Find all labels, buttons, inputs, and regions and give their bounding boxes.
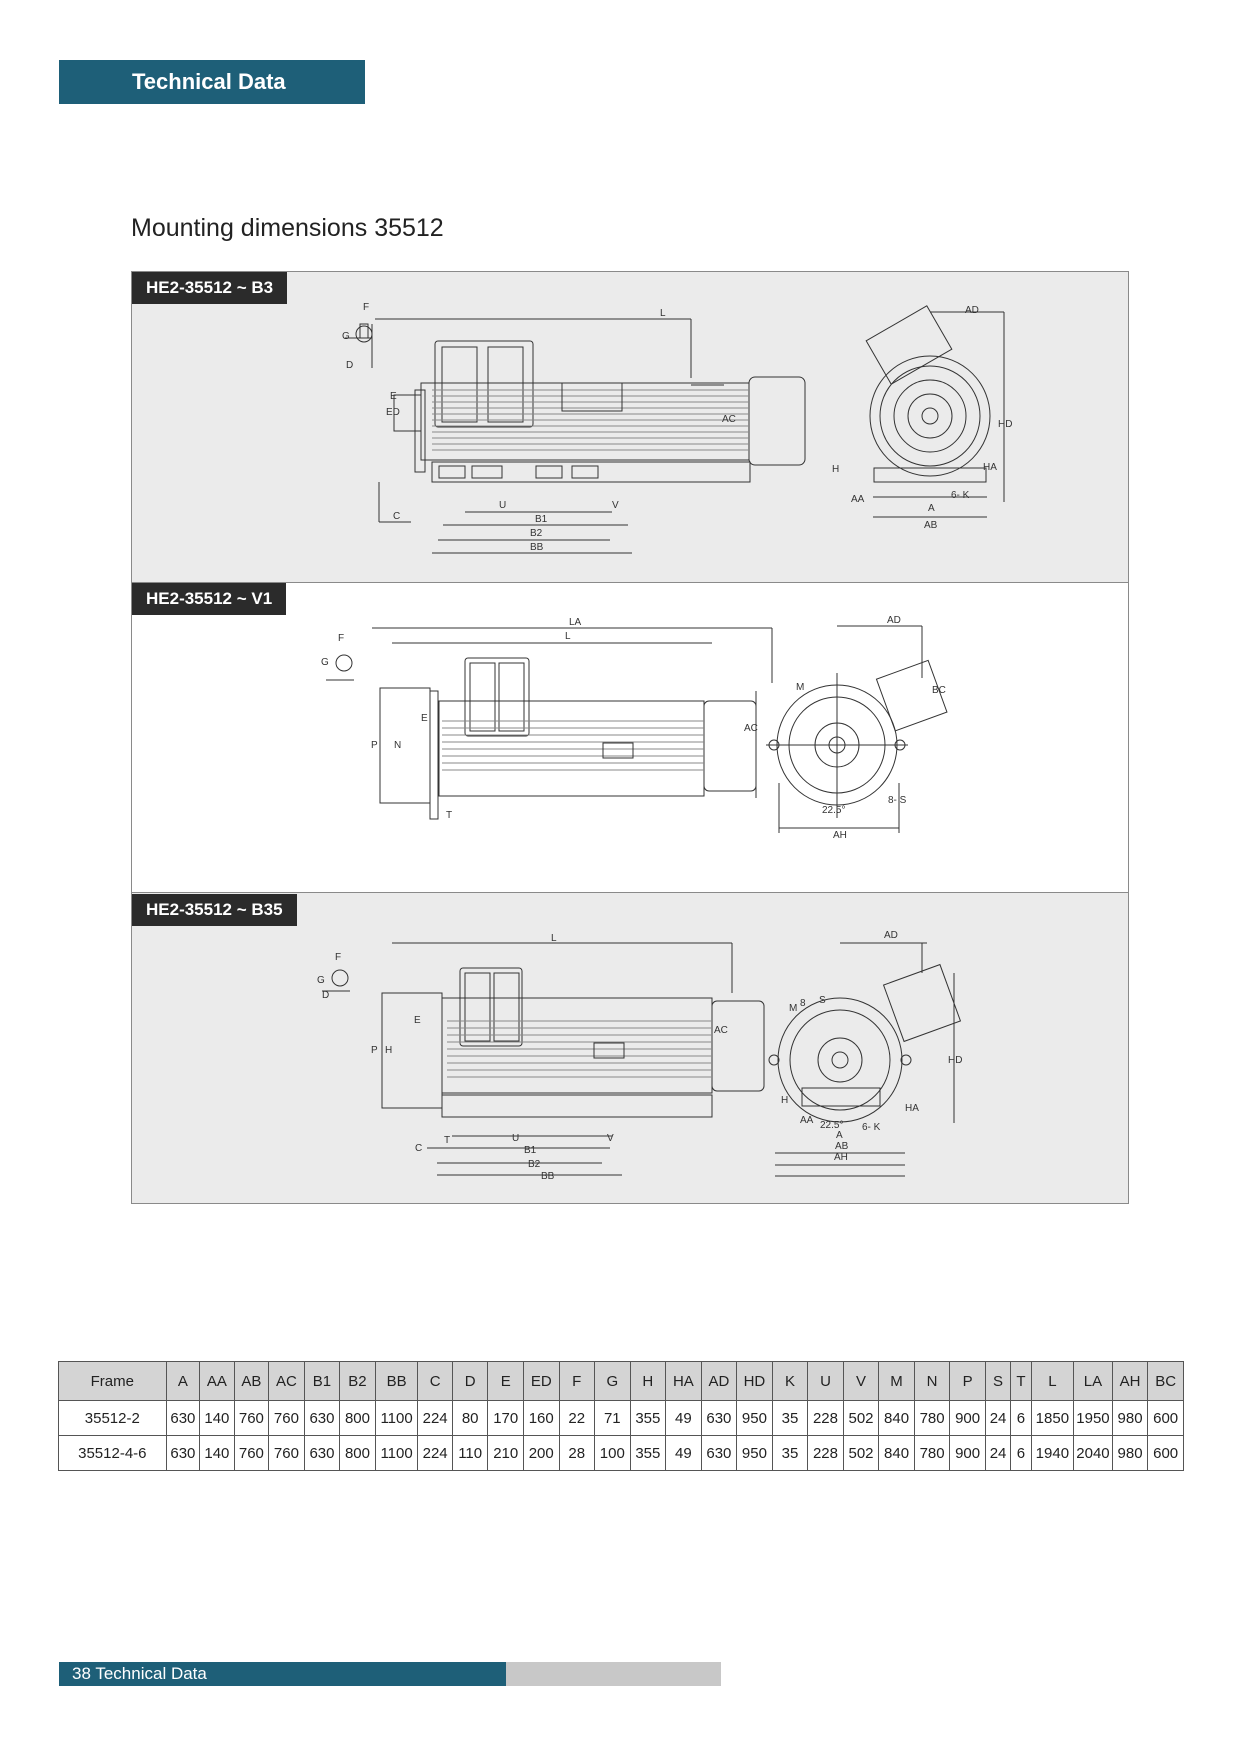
svg-text:6- K: 6- K	[951, 490, 970, 501]
svg-text:B1: B1	[524, 1145, 537, 1156]
svg-text:F: F	[363, 302, 370, 313]
svg-text:U: U	[512, 1133, 520, 1144]
svg-text:B2: B2	[530, 528, 543, 539]
svg-text:AB: AB	[835, 1141, 849, 1152]
table-cell: 630	[166, 1436, 200, 1471]
svg-text:M: M	[789, 1003, 798, 1014]
table-header: L	[1031, 1362, 1074, 1401]
table-cell: 760	[234, 1401, 269, 1436]
table-header: AA	[200, 1362, 235, 1401]
table-header: B2	[340, 1362, 376, 1401]
table-header: F	[559, 1362, 595, 1401]
svg-text:V: V	[607, 1133, 614, 1144]
svg-text:AB: AB	[924, 520, 938, 531]
v1-drawing	[132, 583, 1128, 893]
table-header: U	[808, 1362, 844, 1401]
page-number: 38	[72, 1664, 91, 1683]
svg-text:T: T	[446, 810, 453, 821]
table-header: BB	[375, 1362, 418, 1401]
table-header: A	[166, 1362, 200, 1401]
svg-text:6- K: 6- K	[862, 1122, 881, 1133]
table-cell: 780	[914, 1401, 950, 1436]
dimensions-table	[58, 1361, 1184, 1471]
table-cell: 1100	[375, 1436, 418, 1471]
drawings-frame	[131, 271, 1129, 1204]
svg-text:C: C	[393, 511, 401, 522]
table-cell: 110	[452, 1436, 488, 1471]
svg-text:T: T	[444, 1135, 451, 1146]
table-row	[59, 1436, 1184, 1471]
svg-text:ED: ED	[386, 407, 400, 418]
table-cell: 140	[200, 1436, 235, 1471]
table-cell: 800	[340, 1436, 376, 1471]
svg-text:L: L	[660, 308, 666, 319]
svg-text:C: C	[415, 1143, 423, 1154]
table-header-row	[59, 1362, 1184, 1401]
table-header: G	[595, 1362, 631, 1401]
table-header: V	[843, 1362, 879, 1401]
table-cell: 840	[879, 1436, 915, 1471]
table-header: AH	[1112, 1362, 1148, 1401]
table-cell: 140	[200, 1401, 235, 1436]
table-cell: 630	[304, 1436, 340, 1471]
svg-text:E: E	[390, 391, 397, 402]
svg-text:AD: AD	[884, 930, 898, 941]
table-cell: 24	[985, 1401, 1010, 1436]
svg-text:H: H	[832, 464, 840, 475]
table-cell: 100	[595, 1436, 631, 1471]
table-cell: 950	[737, 1436, 773, 1471]
table-cell: 630	[304, 1401, 340, 1436]
table-cell: 355	[630, 1401, 666, 1436]
svg-text:D: D	[322, 990, 330, 1001]
table-cell: 950	[737, 1401, 773, 1436]
b3-drawing	[132, 272, 1128, 583]
svg-text:22.5°: 22.5°	[822, 805, 846, 816]
table-cell: 600	[1148, 1401, 1184, 1436]
svg-text:V: V	[612, 500, 619, 511]
panel-b35	[132, 893, 1128, 1203]
svg-text:AH: AH	[834, 1152, 848, 1163]
table-row	[59, 1401, 1184, 1436]
svg-text:B2: B2	[528, 1159, 541, 1170]
table-cell: 200	[523, 1436, 559, 1471]
svg-text:BB: BB	[530, 542, 544, 553]
svg-text:AA: AA	[851, 494, 865, 505]
svg-text:HD: HD	[948, 1055, 963, 1066]
panel-b3	[132, 272, 1128, 583]
table-cell: 24	[985, 1436, 1010, 1471]
table-cell: 35	[772, 1436, 808, 1471]
table-cell: 49	[666, 1436, 702, 1471]
table-cell: 630	[166, 1401, 200, 1436]
table-header: HD	[737, 1362, 773, 1401]
svg-text:8: 8	[800, 998, 806, 1009]
svg-text:B1: B1	[535, 514, 548, 525]
table-header: B1	[304, 1362, 340, 1401]
table-cell: 6	[1011, 1436, 1031, 1471]
table-cell: 224	[418, 1436, 453, 1471]
svg-text:AD: AD	[965, 305, 979, 316]
svg-text:AC: AC	[714, 1025, 728, 1036]
svg-text:22.5°: 22.5°	[820, 1120, 844, 1131]
table-header: H	[630, 1362, 666, 1401]
page-footer	[59, 1662, 506, 1686]
table-header: AB	[234, 1362, 269, 1401]
section-header	[59, 60, 365, 104]
svg-text:BB: BB	[541, 1171, 555, 1182]
table-cell: 6	[1011, 1401, 1031, 1436]
table-cell: 22	[559, 1401, 595, 1436]
table-header: AD	[701, 1362, 737, 1401]
table-cell: 28	[559, 1436, 595, 1471]
table-header: N	[914, 1362, 950, 1401]
svg-text:AC: AC	[744, 723, 758, 734]
panel-label-b3: HE2-35512 ~ B3	[132, 272, 287, 304]
svg-text:P: P	[371, 1045, 378, 1056]
table-cell: 35	[772, 1401, 808, 1436]
table-header: LA	[1074, 1362, 1113, 1401]
svg-text:AC: AC	[722, 414, 736, 425]
svg-text:BC: BC	[932, 685, 946, 696]
table-cell: 760	[234, 1436, 269, 1471]
table-cell: 900	[950, 1436, 986, 1471]
table-cell: 170	[488, 1401, 524, 1436]
svg-text:LA: LA	[569, 617, 582, 628]
svg-text:8- S: 8- S	[888, 795, 907, 806]
table-cell: 840	[879, 1401, 915, 1436]
table-header: ED	[523, 1362, 559, 1401]
svg-text:H: H	[781, 1095, 789, 1106]
table-cell: 228	[808, 1436, 844, 1471]
svg-text:AA: AA	[800, 1115, 814, 1126]
svg-text:G: G	[342, 331, 350, 342]
svg-text:G: G	[317, 975, 325, 986]
table-cell: 980	[1112, 1401, 1148, 1436]
table-cell: 1940	[1031, 1436, 1074, 1471]
table-cell: 71	[595, 1401, 631, 1436]
table-cell: 760	[269, 1401, 305, 1436]
table-cell: 1850	[1031, 1401, 1074, 1436]
svg-text:H: H	[385, 1045, 393, 1056]
svg-text:AD: AD	[887, 615, 901, 626]
table-cell: 630	[701, 1436, 737, 1471]
svg-text:E: E	[421, 713, 428, 724]
svg-text:F: F	[335, 952, 342, 963]
table-cell: 2040	[1074, 1436, 1113, 1471]
svg-text:F: F	[338, 633, 345, 644]
table-cell: 228	[808, 1401, 844, 1436]
svg-text:L: L	[565, 631, 571, 642]
svg-text:D: D	[346, 360, 354, 371]
table-header: K	[772, 1362, 808, 1401]
panel-label-v1: HE2-35512 ~ V1	[132, 583, 286, 615]
table-cell: 1100	[375, 1401, 418, 1436]
table-cell: 160	[523, 1401, 559, 1436]
svg-text:G: G	[321, 657, 329, 668]
page-title: Mounting dimensions 35512	[131, 214, 444, 242]
svg-text:S: S	[819, 995, 826, 1006]
table-cell: 800	[340, 1401, 376, 1436]
svg-text:A: A	[836, 1130, 843, 1141]
table-cell: 80	[452, 1401, 488, 1436]
panel-v1	[132, 583, 1128, 893]
svg-text:E: E	[414, 1015, 421, 1026]
table-cell: 630	[701, 1401, 737, 1436]
svg-text:P: P	[371, 740, 378, 751]
footer-decoration	[506, 1662, 721, 1686]
svg-text:AH: AH	[833, 830, 847, 841]
table-header: M	[879, 1362, 915, 1401]
svg-text:HA: HA	[983, 462, 997, 473]
table-cell: 502	[843, 1401, 879, 1436]
table-header: E	[488, 1362, 524, 1401]
table-cell: 600	[1148, 1436, 1184, 1471]
b35-drawing	[132, 893, 1128, 1203]
table-cell: 49	[666, 1401, 702, 1436]
svg-text:M: M	[796, 682, 805, 693]
svg-text:N: N	[394, 740, 402, 751]
table-cell: 355	[630, 1436, 666, 1471]
table-cell: 224	[418, 1401, 453, 1436]
table-header: C	[418, 1362, 453, 1401]
table-header: D	[452, 1362, 488, 1401]
table-cell: 502	[843, 1436, 879, 1471]
table-header: P	[950, 1362, 986, 1401]
svg-text:U: U	[499, 500, 507, 511]
table-header: AC	[269, 1362, 305, 1401]
table-cell: 760	[269, 1436, 305, 1471]
table-cell: 210	[488, 1436, 524, 1471]
table-cell: 980	[1112, 1436, 1148, 1471]
section-header-title: Technical Data	[132, 69, 286, 94]
svg-text:HD: HD	[998, 419, 1013, 430]
table-cell: 900	[950, 1401, 986, 1436]
table-header: Frame	[59, 1362, 167, 1401]
table-cell: 35512-4-6	[59, 1436, 167, 1471]
svg-text:HA: HA	[905, 1103, 919, 1114]
table-header: T	[1011, 1362, 1031, 1401]
svg-text:L: L	[551, 933, 557, 944]
table-cell: 780	[914, 1436, 950, 1471]
table-cell: 35512-2	[59, 1401, 167, 1436]
table-header: S	[985, 1362, 1010, 1401]
svg-text:A: A	[928, 503, 935, 514]
footer-section-title: Technical Data	[95, 1664, 207, 1683]
panel-label-b35: HE2-35512 ~ B35	[132, 894, 297, 926]
table-header: HA	[666, 1362, 702, 1401]
table-cell: 1950	[1074, 1401, 1113, 1436]
table-header: BC	[1148, 1362, 1184, 1401]
